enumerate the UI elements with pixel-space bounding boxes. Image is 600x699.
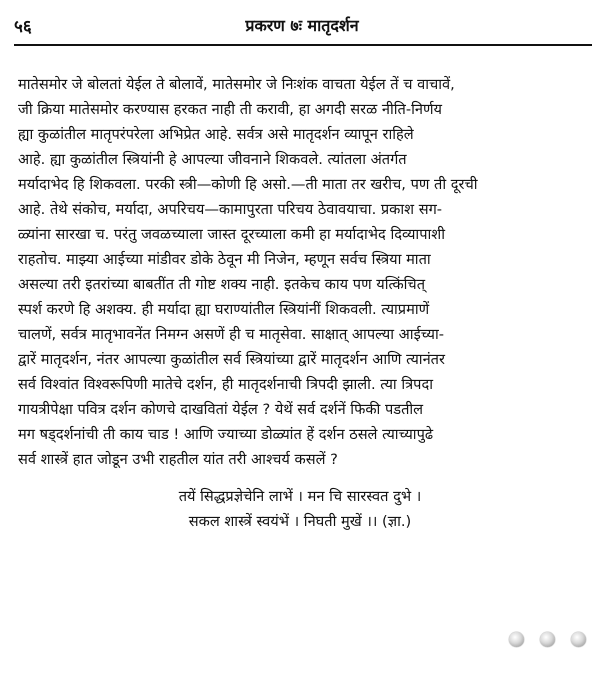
- body-line: मग षड्दर्शनांची ती काय चाड ! आणि ज्याच्या डोळ्यांत हें दर्शन ठसले त्याच्यापुढे: [18, 426, 434, 443]
- body-line: आहे. तेथे संकोच, मर्यादा, अपरिचय—कामापुरता परिचय ठेवावयाचा. प्रकाश सग-: [18, 201, 443, 218]
- body-line: मर्यादाभेद हि शिकवला. परकी स्त्री—कोणी हि असो.—ती माता तर खरीच, पण ती दूरची: [18, 176, 478, 193]
- body-line: चालणें, सर्वत्र मातृभावनेंत निमग्न असणें ही च मातृसेवा. साक्षात् आपल्या आईच्या-: [18, 326, 445, 343]
- body-line: आहे. ह्या कुळांतील स्त्रियांनी हे आपल्या जीवनाने शिकवले. त्यांतला अंतर्गत: [18, 151, 407, 168]
- body-line: सर्व शास्त्रें हात जोडून उभी राहतील यांत तरी आश्चर्य कसलें ?: [18, 451, 338, 468]
- body-line: ह्या कुळांतील मातृपरंपरेला अभिप्रेत आहे. सर्वत्र असे मातृदर्शन व्यापून राहिले: [18, 126, 414, 143]
- body-line: ळ्यांना सारखा च. परंतु जवळच्याला जास्त दूरच्याला कमी हा मर्यादाभेद दिव्यापाशी: [18, 226, 445, 243]
- body-line: स्पर्श करणे हि अशक्य. ही मर्यादा ह्या घराण्यांतील स्त्रियांनीं शिकवली. त्याप्रमाणें: [18, 301, 430, 318]
- verse-line: सकल शास्त्रें स्वयंभें । निघती मुखें ।। (ज्ञा.): [188, 513, 412, 530]
- verse-line: तयें सिद्धप्रज्ञेचेनि लाभें । मन चि सारस्वत दुभे ।: [178, 488, 422, 505]
- body-line: द्वारें मातृदर्शन, नंतर आपल्या कुळांतील सर्व स्त्रियांच्या द्वारें मातृदर्शन आणि त्यानंतर: [18, 351, 445, 368]
- dot-ornament: [540, 632, 555, 647]
- page-number: ५६: [14, 17, 32, 37]
- body-line: राहतोच. माझ्या आईच्या मांडीवर डोके ठेवून मी निजेन, म्हणून सर्वच स्त्रिया माता: [18, 251, 431, 268]
- body-paragraph: [18, 72, 588, 472]
- body-line: असल्या तरी इतरांच्या बाबतींत ती गोष्ट शक्य नाही. इतकेच काय पण यत्किंचित्: [18, 276, 426, 293]
- body-line: जी क्रिया मातेसमोर करण्यास हरकत नाही ती करावी, हा अगदी सरळ नीति-निर्णय: [18, 101, 442, 118]
- dot-ornament: [509, 632, 524, 647]
- dot-ornament: [571, 632, 586, 647]
- verse-quotation: [0, 484, 600, 534]
- body-line: गायत्रीपेक्षा पवित्र दर्शन कोणचे दाखवितां येईल ? येथें सर्व दर्शनें फिकी पडतील: [18, 401, 424, 418]
- page-header: [14, 12, 590, 38]
- header-rule: [14, 44, 592, 46]
- running-title: प्रकरण ७ः मातृदर्शन: [245, 16, 359, 35]
- page-dots: [509, 632, 586, 647]
- body-line: सर्व विश्वांत विश्वरूपिणी मातेचे दर्शन, ही मातृदर्शनाची त्रिपदी झाली. त्या त्रिपदा: [18, 376, 433, 393]
- body-line: मातेसमोर जे बोलतां येईल ते बोलावें, मातेसमोर जे निःशंक वाचता येईल तें च वाचावें,: [18, 76, 455, 93]
